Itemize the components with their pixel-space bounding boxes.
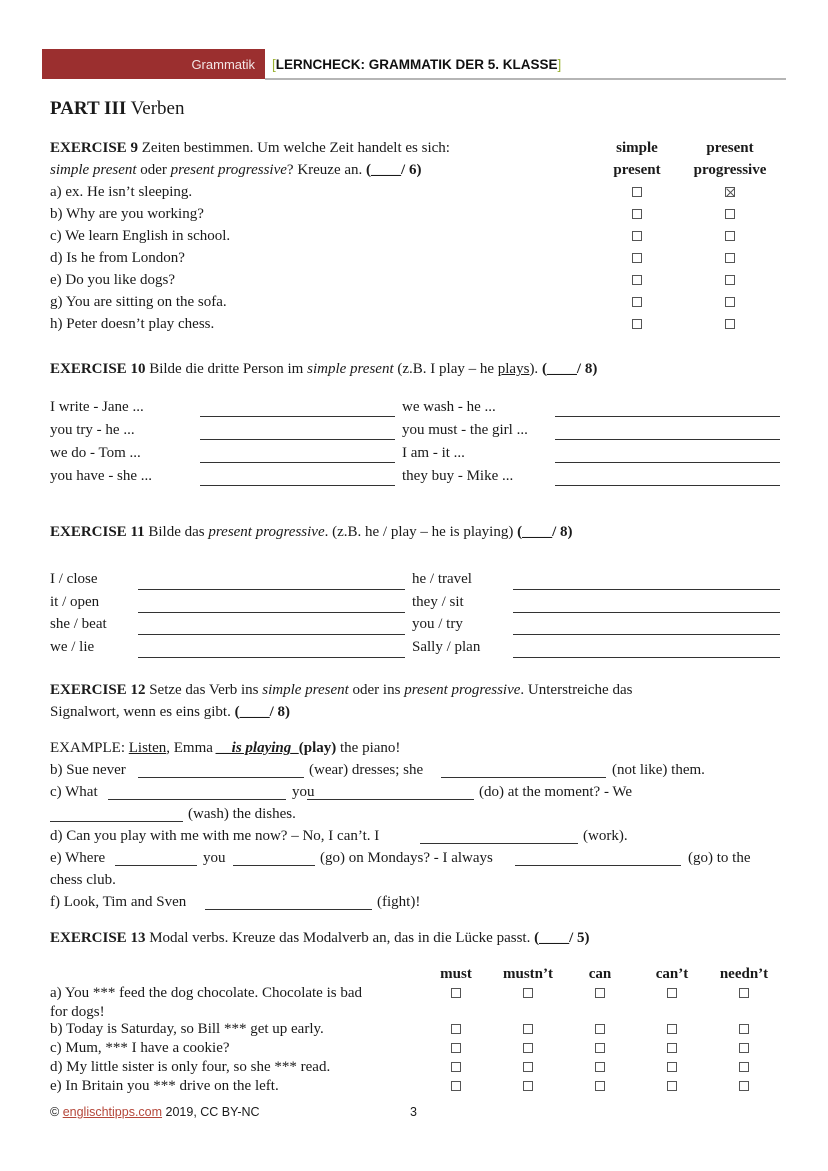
checkbox-can[interactable] xyxy=(595,1024,605,1034)
ex10-answer-blank-left[interactable] xyxy=(200,416,395,417)
ex10-prompt-right: we wash - he ... xyxy=(402,399,496,415)
ex10-prompt-right: they buy - Mike ... xyxy=(402,468,514,484)
checkbox-simple-present[interactable] xyxy=(632,253,642,263)
e-t2: you xyxy=(203,850,226,866)
ex11-t2: . (z.B. he / play – he is playing) xyxy=(324,524,518,540)
ex9-instruction-line2 xyxy=(50,159,421,181)
ex12-e-blank2[interactable] xyxy=(233,865,315,866)
ex10-instruction xyxy=(50,358,597,380)
f-v1: (fight)! xyxy=(377,894,421,910)
checkbox-simple-present[interactable] xyxy=(632,187,642,197)
col2-line2: progressive xyxy=(693,162,767,178)
ex10-answer-blank-right[interactable] xyxy=(555,485,780,486)
bracket-open: [ xyxy=(272,57,276,72)
checkbox-can[interactable] xyxy=(595,1062,605,1072)
checkbox-neednt[interactable] xyxy=(739,988,749,998)
bracket-close: ] xyxy=(557,57,562,72)
copyright-symbol: © xyxy=(50,1105,63,1119)
ex13-item-text: d) My little sister is only four, so she *** read. xyxy=(50,1059,331,1075)
ex12-instruction-line1 xyxy=(50,679,632,701)
ex12-line2: Signalwort, wenn es eins gibt. xyxy=(50,704,235,720)
ex11-answer-blank-right[interactable] xyxy=(513,634,780,635)
ex12-e-blank1[interactable] xyxy=(115,865,197,866)
ex11-answer-blank-right[interactable] xyxy=(513,589,780,590)
e-v1: (go) on Mondays? - I always xyxy=(320,850,493,866)
ex13-column-header: mustn’t xyxy=(502,966,553,982)
ex11-prompt-left: I / close xyxy=(50,571,98,587)
e-line2: chess club. xyxy=(50,872,116,888)
ex11-prompt-right: he / travel xyxy=(412,571,472,587)
ex13-instruction xyxy=(50,927,590,949)
checkbox-present-progressive[interactable] xyxy=(725,275,735,285)
e-t1: e) Where xyxy=(50,850,106,866)
col1-line2: present xyxy=(613,162,661,178)
d-t1: d) Can you play with me with me now? – No, I can’t. I xyxy=(50,828,380,844)
checkbox-can[interactable] xyxy=(595,1081,605,1091)
ex10-prompt-left: you have - she ... xyxy=(50,468,153,484)
b-t1: b) Sue never xyxy=(50,762,126,778)
ex13-item-text: c) Mum, *** I have a cookie? xyxy=(50,1040,230,1056)
checkbox-mustnt[interactable] xyxy=(523,988,533,998)
b-v1: (wear) dresses; she xyxy=(309,762,424,778)
ex11-answer-blank-left[interactable] xyxy=(138,589,405,590)
example-t1: , Emma xyxy=(166,740,217,756)
example-verb: (play) xyxy=(298,740,337,756)
ex11-t1: Bilde das xyxy=(148,524,209,540)
checkbox-present-progressive[interactable] xyxy=(725,297,735,307)
ex10-u1: plays xyxy=(497,361,530,377)
ex9-i2: present progressive xyxy=(170,162,287,178)
ex10-prompt-right: you must - the girl ... xyxy=(402,422,528,438)
ex13-score: (____/ 5) xyxy=(534,930,590,946)
col1-line1: simple xyxy=(616,140,658,156)
ex9-item-text: e) Do you like dogs? xyxy=(50,272,175,288)
b-v2: (not like) them. xyxy=(612,762,705,778)
ex13-label: EXERCISE 13 xyxy=(50,930,146,946)
header-divider xyxy=(265,78,786,80)
ex12-e-blank3[interactable] xyxy=(515,865,681,866)
example-signal-word: Listen xyxy=(128,740,167,756)
ex10-i1: simple present xyxy=(307,361,394,377)
ex12-t3: . Unterstreiche das xyxy=(520,682,633,698)
ex11-label: EXERCISE 11 xyxy=(50,524,145,540)
ex12-instruction-line2 xyxy=(50,701,290,723)
ex9-item-text: c) We learn English in school. xyxy=(50,228,231,244)
checkbox-must[interactable] xyxy=(451,1062,461,1072)
ex11-answer-blank-left[interactable] xyxy=(138,657,405,658)
footer-link[interactable]: englischtipps.com xyxy=(62,1105,163,1119)
ex9-score: (____/ 6) xyxy=(366,162,422,178)
ex9-item-text: b) Why are you working? xyxy=(50,206,204,222)
checkbox-cant[interactable] xyxy=(667,1062,677,1072)
ex12-t1: Setze das Verb ins xyxy=(149,682,263,698)
ex13-column-header: must xyxy=(440,966,472,982)
d-v1: (work). xyxy=(583,828,628,844)
checkbox-neednt[interactable] xyxy=(739,1043,749,1053)
checkbox-mustnt[interactable] xyxy=(523,1024,533,1034)
ex12-example xyxy=(50,737,400,759)
ex11-prompt-left: we / lie xyxy=(50,638,95,655)
ex12-b-blank2[interactable] xyxy=(441,777,606,778)
checkbox-must[interactable] xyxy=(451,1024,461,1034)
ex13-item-text-cont: for dogs! xyxy=(50,1004,105,1020)
ex13-item-text: e) In Britain you *** drive on the left. xyxy=(50,1078,279,1094)
ex12-label: EXERCISE 12 xyxy=(50,682,146,698)
c-t1: c) What xyxy=(50,784,98,800)
c-t2: you xyxy=(292,784,315,800)
ex12-i1: simple present xyxy=(262,682,349,698)
checkbox-simple-present[interactable] xyxy=(632,319,642,329)
ex10-prompt-right: I am - it ... xyxy=(402,445,465,461)
checkbox-present-progressive[interactable] xyxy=(725,253,735,263)
c-v1: (do) at the moment? - We xyxy=(479,784,633,800)
checkbox-cant[interactable] xyxy=(667,1024,677,1034)
example-answer: __is playing_ xyxy=(216,740,299,756)
ex10-score: (____/ 8) xyxy=(541,361,598,377)
ex9-label: EXERCISE 9 xyxy=(50,140,138,156)
checkbox-simple-present[interactable] xyxy=(632,231,642,241)
ex9-instr1: Zeiten bestimmen. Um welche Zeit handelt es sich: xyxy=(141,140,450,156)
header-section-label: Grammatik xyxy=(42,49,265,79)
ex13-t1: Modal verbs. Kreuze das Modalverb an, das in die Lücke passt. xyxy=(149,930,535,946)
checkbox-can[interactable] xyxy=(595,988,605,998)
ex13-item-text: a) You *** feed the dog chocolate. Chocolate is bad xyxy=(50,985,363,1001)
checkbox-simple-present[interactable] xyxy=(632,297,642,307)
checkbox-simple-present[interactable] xyxy=(632,275,642,285)
ex13-item-text: b) Today is Saturday, so Bill *** get up early. xyxy=(50,1021,324,1037)
header-title xyxy=(272,49,561,81)
checkbox-neednt[interactable] xyxy=(739,1024,749,1034)
ex11-prompt-right: they / sit xyxy=(412,593,464,610)
ex10-t2: (z.B. I play – he xyxy=(393,361,498,377)
footer-copyright xyxy=(50,1105,260,1119)
checkbox-neednt[interactable] xyxy=(739,1081,749,1091)
ex11-answer-blank-right[interactable] xyxy=(513,612,780,613)
checkbox-must[interactable] xyxy=(451,1043,461,1053)
ex10-t1: Bilde die dritte Person im xyxy=(149,361,308,377)
checkbox-cant[interactable] xyxy=(667,1081,677,1091)
ex9-item-text: g) You are sitting on the sofa. xyxy=(50,294,227,310)
ex11-prompt-left: it / open xyxy=(50,593,100,610)
ex12-i2: present progressive xyxy=(404,682,521,698)
ex9-i1: simple present xyxy=(50,162,137,178)
checkbox-neednt[interactable] xyxy=(739,1062,749,1072)
ex11-answer-blank-left[interactable] xyxy=(138,634,405,635)
col2-line1: present xyxy=(706,140,754,156)
ex13-column-header: needn’t xyxy=(719,966,769,982)
ex11-prompt-left: she / beat xyxy=(50,616,107,632)
ex10-prompt-left: we do - Tom ... xyxy=(50,445,141,461)
ex10-prompt-left: I write - Jane ... xyxy=(50,399,144,415)
checkbox-present-progressive[interactable] xyxy=(725,209,735,219)
checkbox-mustnt[interactable] xyxy=(523,1062,533,1072)
part-label: PART III xyxy=(50,98,127,119)
c-v2: (wash) the dishes. xyxy=(188,806,296,822)
ex10-answer-blank-left[interactable] xyxy=(200,462,395,463)
ex9-item-text: h) Peter doesn’t play chess. xyxy=(50,316,215,332)
ex9-col-present-progressive xyxy=(680,137,780,181)
example-t2: the piano! xyxy=(336,740,401,756)
ex12-c-blank3[interactable] xyxy=(50,821,183,822)
ex9-t1: oder xyxy=(136,162,171,178)
ex12-b-blank1[interactable] xyxy=(138,777,304,778)
ex12-score: (____/ 8) xyxy=(234,704,290,720)
ex13-column-header: can’t xyxy=(655,966,689,982)
ex12-f-blank1[interactable] xyxy=(205,909,372,910)
ex9-item-text: a) ex. He isn’t sleeping. xyxy=(50,184,193,200)
ex11-instruction xyxy=(50,521,573,543)
ex11-answer-blank-left[interactable] xyxy=(138,612,405,613)
footer-license: 2019, CC BY-NC xyxy=(162,1105,260,1119)
ex12-t2: oder ins xyxy=(348,682,405,698)
ex11-prompt-right: Sally / plan xyxy=(412,638,481,655)
ex9-col-simple-present xyxy=(597,137,677,181)
f-t1: f) Look, Tim and Sven xyxy=(50,894,187,910)
part-name: Verben xyxy=(130,98,185,119)
ex13-column-header: can xyxy=(588,966,612,982)
page-header xyxy=(42,49,786,79)
part-title xyxy=(50,98,184,120)
ex10-answer-blank-right[interactable] xyxy=(555,416,780,417)
ex10-answer-blank-right[interactable] xyxy=(555,462,780,463)
checkbox-mustnt[interactable] xyxy=(523,1081,533,1091)
ex12-c-blank1[interactable] xyxy=(108,799,286,800)
checkbox-cant[interactable] xyxy=(667,988,677,998)
ex10-prompt-left: you try - he ... xyxy=(50,422,135,438)
ex10-answer-blank-right[interactable] xyxy=(555,439,780,440)
ex12-c-blank2[interactable] xyxy=(307,799,474,800)
ex10-label: EXERCISE 10 xyxy=(50,361,146,377)
ex10-t3: ). xyxy=(529,361,542,377)
checkbox-present-progressive[interactable] xyxy=(725,231,735,241)
ex11-score: (____/ 8) xyxy=(517,524,573,540)
checkbox-cant[interactable] xyxy=(667,1043,677,1053)
ex9-t2: ? Kreuze an. xyxy=(286,162,367,178)
ex10-answer-blank-left[interactable] xyxy=(200,485,395,486)
page-number: 3 xyxy=(410,1105,417,1119)
ex11-answer-blank-right[interactable] xyxy=(513,657,780,658)
ex9-instruction-line1 xyxy=(50,137,450,159)
ex9-item-text: d) Is he from London? xyxy=(50,250,185,266)
checkbox-can[interactable] xyxy=(595,1043,605,1053)
checkbox-must[interactable] xyxy=(451,1081,461,1091)
checkbox-simple-present[interactable] xyxy=(632,209,642,219)
ex11-i1: present progressive xyxy=(208,524,325,540)
checkbox-present-progressive[interactable] xyxy=(725,187,735,197)
checkbox-mustnt[interactable] xyxy=(523,1043,533,1053)
ex10-answer-blank-left[interactable] xyxy=(200,439,395,440)
checkbox-must[interactable] xyxy=(451,988,461,998)
header-title-text: LERNCHECK: GRAMMATIK DER 5. KLASSE xyxy=(275,57,558,72)
e-v2: (go) to the xyxy=(688,850,751,866)
ex12-d-blank1[interactable] xyxy=(420,843,578,844)
example-prefix: EXAMPLE: xyxy=(50,740,129,756)
ex11-prompt-right: you / try xyxy=(412,616,463,632)
ex12-item-b xyxy=(50,759,126,781)
checkbox-present-progressive[interactable] xyxy=(725,319,735,329)
